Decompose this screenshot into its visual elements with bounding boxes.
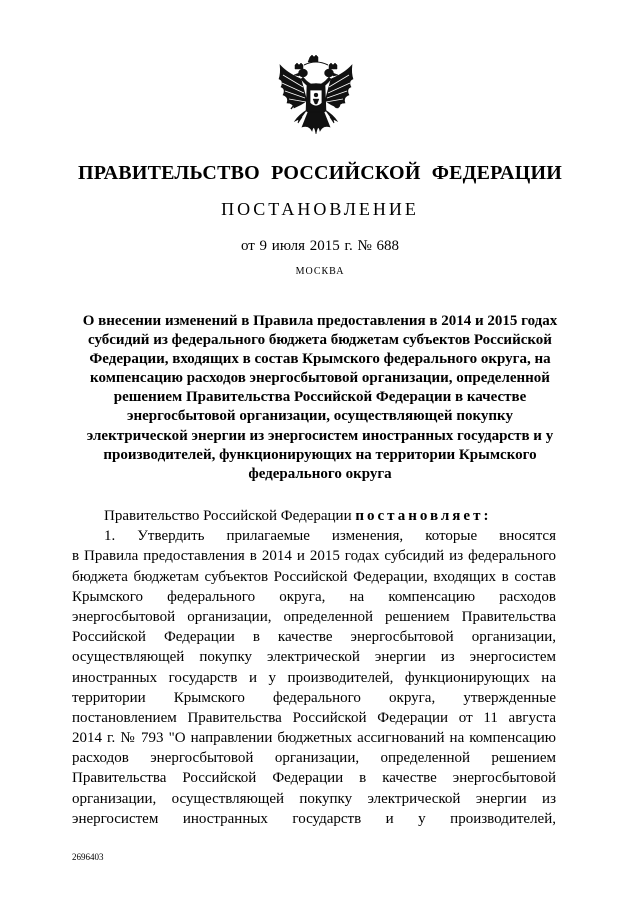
body-line: 1. Утвердить прилагаемые изменения, которые вносятся [104,528,556,545]
document-heading [72,312,568,484]
body-line: осуществляющей покупку электрической энергии из энергосистем [72,649,556,666]
body-line: постановлением Правительства Российской Федерации от 11 августа [72,709,556,726]
body-intro [72,506,556,526]
body-line: Российской Федерации в качестве энергосбытовой организации, [72,629,556,646]
body-line: расходов энергосбытовой организации, определенной решением [72,750,556,767]
heading-line: решением Правительства Российской Федерации в качестве [113,389,527,406]
body-line: Правительства Российской Федерации в качестве энергосбытовой [72,770,556,787]
body-line: энергосистем иностранных государств и у производителей, [72,810,556,827]
body-line: бюджета бюджетам субъектов Российской Федерации, входящих в состав [72,568,556,585]
heading-line: федерального округа [248,465,392,482]
heading-line: Федерации, входящих в состав Крымского федерального округа, на [89,351,551,368]
body-line: в Правила предоставления в 2014 и 2015 годах субсидий из федерального [72,548,556,565]
body-line: организации, осуществляющей покупку электрической энергии из [72,790,556,807]
body-line: 2014 г. № 793 "О направлении бюджетных ассигнований на компенсацию [72,730,556,747]
document-date-number: от 9 июля 2015 г. № 688 [240,238,400,254]
page-code: 2696403 [72,852,104,862]
intro-decree: постановляет: [355,508,492,524]
heading-line: субсидий из федерального бюджета бюджетам субъектов Российской [88,332,552,349]
heading-line: электрической энергии из энергосистем иностранных государств и у [86,427,554,444]
body-line: иностранных государств и у производителей, функционирующих на [72,669,556,686]
document-type: ПОСТАНОВЛЕНИЕ [221,199,419,219]
body-line: территории Крымского федерального округа, утвержденные [72,689,556,706]
government-title: ПРАВИТЕЛЬСТВО РОССИЙСКОЙ ФЕДЕРАЦИИ [78,162,562,184]
document-body [72,506,556,829]
heading-line: компенсацию расходов энергосбытовой организации, определенной [90,370,550,387]
heading-line: производителей, функционирующих на территории Крымского [103,446,537,463]
coat-of-arms-icon [277,55,355,135]
document-city: МОСКВА [295,266,345,277]
heading-line: О внесении изменений в Правила предоставления в 2014 и 2015 годах [82,313,558,329]
body-line: Крымского федерального округа, на компенсацию расходов [72,588,556,605]
body-line: энергосбытовой организации, определенной решением Правительства [72,608,556,625]
intro-prefix: Правительство Российской Федерации [104,508,352,524]
heading-line: энергосбытовой организации, осуществляющей покупку [127,408,513,425]
